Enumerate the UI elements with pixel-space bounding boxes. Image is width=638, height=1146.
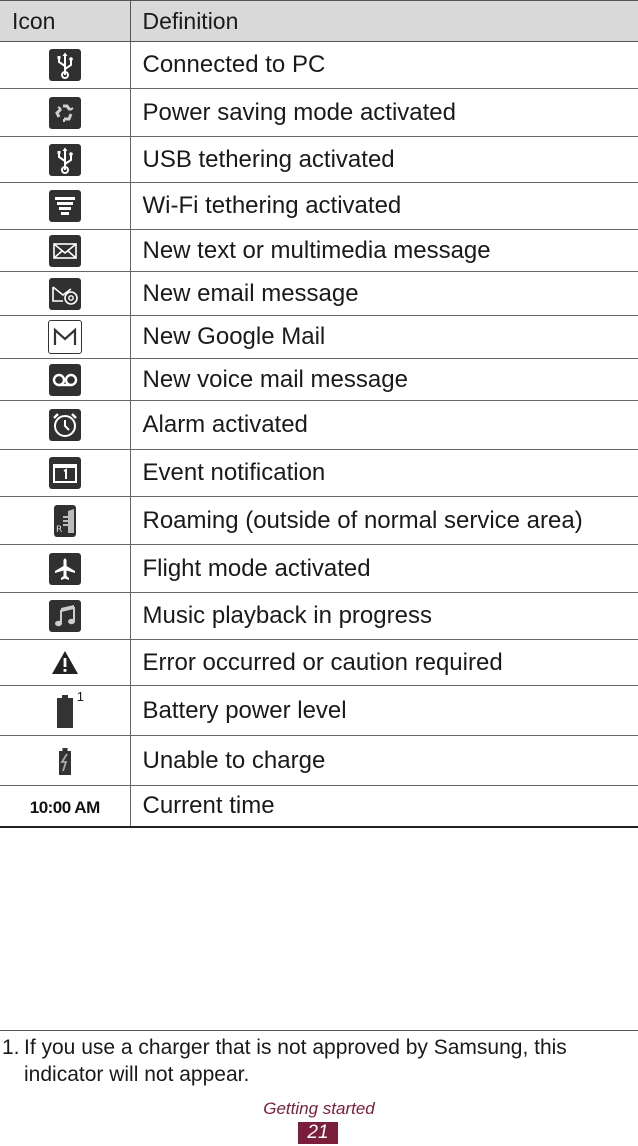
footnote-text: If you use a charger that is not approved by Samsung, this indicator will not appear. [24,1036,567,1086]
definition-cell: USB tethering activated [130,137,638,183]
message-icon [49,235,81,267]
table-row [0,401,638,450]
definition-cell: Event notification [130,450,638,497]
table-row [0,686,638,736]
definition-cell: New voice mail message [130,359,638,401]
definition-column-header: Definition [130,1,638,42]
definition-cell: Alarm activated [130,401,638,450]
definition-cell: New Google Mail [130,316,638,359]
table-row [0,316,638,359]
definition-cell: New email message [130,272,638,316]
table-row [0,786,638,827]
table-row [0,545,638,593]
definition-cell: Unable to charge [130,736,638,786]
gmail-icon [48,320,82,354]
battery-icon [49,688,84,731]
definition-cell: Power saving mode activated [130,89,638,137]
section-title: Getting started [263,1099,375,1118]
definition-cell: Current time [130,786,638,827]
voicemail-icon [49,364,81,396]
table-row [0,450,638,497]
flight-mode-icon [49,553,81,585]
roaming-icon [54,505,76,537]
definition-cell: Roaming (outside of normal service area) [130,497,638,545]
wifi-tethering-icon [49,190,81,222]
time-icon: 10:00 AM [29,797,100,817]
event-icon [49,457,81,489]
music-icon [49,600,81,632]
definition-cell: Music playback in progress [130,593,638,640]
table-row [0,640,638,686]
usb-icon [49,49,81,81]
footnote-number: 1. [2,1036,20,1059]
definition-cell: Flight mode activated [130,545,638,593]
table-row [0,89,638,137]
table-row [0,230,638,272]
page-number: 21 [298,1122,338,1144]
svg-text:R: R [55,524,63,535]
table-row [0,497,638,545]
table-row [0,42,638,89]
definition-cell: Wi-Fi tethering activated [130,183,638,230]
alarm-icon [49,409,81,441]
footnote-divider [0,1030,638,1031]
warning-icon [49,647,81,679]
table-row [0,359,638,401]
definition-cell: Error occurred or caution required [130,640,638,686]
table-row [0,137,638,183]
table-row [0,183,638,230]
table-row [0,736,638,786]
battery-error-icon [49,745,81,777]
power-saving-icon [49,97,81,129]
definition-cell: Connected to PC [130,42,638,89]
usb-tethering-icon [49,144,81,176]
icon-column-header: Icon [0,1,130,42]
footnote-marker: 1 [76,688,84,704]
email-icon [49,278,81,310]
table-row [0,593,638,640]
definition-cell: Battery power level [130,686,638,736]
definition-cell: New text or multimedia message [130,230,638,272]
table-row [0,272,638,316]
